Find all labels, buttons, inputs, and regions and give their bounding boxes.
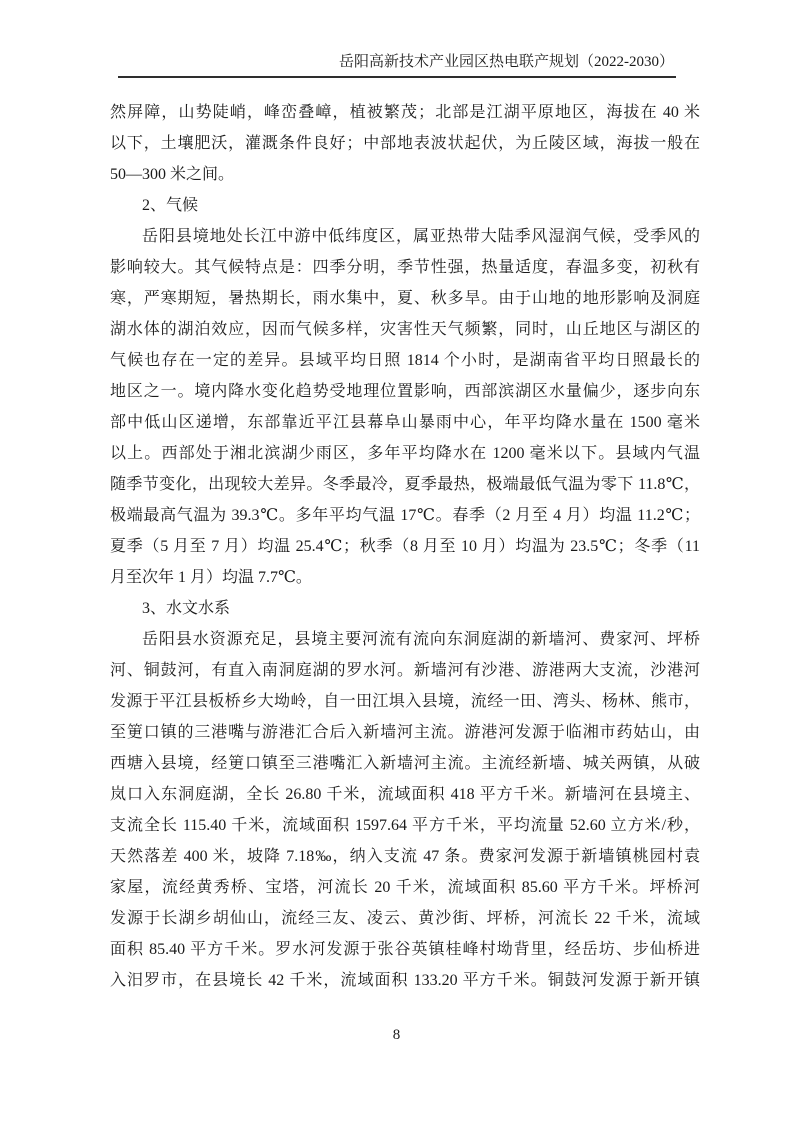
text-line: 夏季（5 月至 7 月）均温 25.4℃；秋季（8 月至 10 月）均温为 23.5℃；冬季（11 (110, 538, 700, 555)
text-line: 家屋，流经黄秀桥、宝塔，河流长 20 千米，流域面积 85.60 平方千米。坪桥河 (110, 879, 700, 896)
page-footer (0, 1024, 793, 1046)
text-line: 然屏障，山势陡峭，峰峦叠嶂，植被繁茂；北部是江湖平原地区，海拔在 40 米 (110, 104, 700, 121)
text-line: 影响较大。其气候特点是：四季分明，季节性强，热量适度，春温多变，初秋有 (110, 259, 700, 276)
text-line: 面积 85.40 平方千米。罗水河发源于张谷英镇桂峰村坳背里，经岳坊、步仙桥进 (110, 941, 700, 958)
text-line: 岳阳县水资源充足，县境主要河流有流向东洞庭湖的新墙河、费家河、坪桥 (142, 631, 700, 648)
text-line: 西塘入县境，经筻口镇至三港嘴汇入新墙河主流。主流经新墙、城关两镇，从破 (110, 755, 700, 772)
section-heading: 3、水文水系 (142, 600, 231, 617)
text-line: 天然落差 400 米，坡降 7.18‰，纳入支流 47 条。费家河发源于新墙镇桃园村袁 (110, 848, 700, 865)
header-rule (118, 76, 676, 78)
text-line: 岳阳县境地处长江中游中低纬度区，属亚热带大陆季风湿润气候，受季风的 (142, 228, 700, 245)
text-line: 随季节变化，出现较大差异。冬季最冷，夏季最热，极端最低气温为零下 11.8℃， (110, 476, 700, 493)
page-header-title: 岳阳高新技术产业园区热电联产规划（2022-2030） (339, 54, 674, 70)
text-line: 岚口入东洞庭湖，全长 26.80 千米，流域面积 418 平方千米。新墙河在县境主、 (110, 786, 700, 803)
text-line: 入汨罗市，在县境长 42 千米，流域面积 133.20 平方千米。铜鼓河发源于新开镇 (110, 972, 700, 989)
text-line: 部中低山区递增，东部靠近平江县幕阜山暴雨中心，年平均降水量在 1500 毫米 (110, 414, 700, 431)
document-body (110, 97, 700, 996)
text-line: 气候也存在一定的差异。县域平均日照 1814 个小时，是湖南省平均日照最长的 (110, 352, 700, 369)
text-line: 发源于长湖乡胡仙山，流经三友、凌云、黄沙街、坪桥，河流长 22 千米，流域 (110, 910, 700, 927)
text-line: 湖水体的湖泊效应，因而气候多样，灾害性天气频繁，同时，山丘地区与湖区的 (110, 321, 700, 338)
text-line: 月至次年 1 月）均温 7.7℃。 (110, 569, 312, 586)
text-line: 发源于平江县板桥乡大坳岭，自一田江埧入县境，流经一田、湾头、杨林、熊市， (110, 693, 700, 710)
text-line: 地区之一。境内降水变化趋势受地理位置影响，西部滨湖区水量偏少，逐步向东 (110, 383, 700, 400)
text-line: 至筻口镇的三港嘴与游港汇合后入新墙河主流。游港河发源于临湘市药姑山，由 (110, 724, 700, 741)
text-line: 寒，严寒期短，暑热期长，雨水集中，夏、秋多旱。由于山地的地形影响及洞庭 (110, 290, 700, 307)
text-line: 以下，土壤肥沃，灌溉条件良好；中部地表波状起伏，为丘陵区域，海拔一般在 (110, 135, 700, 152)
text-line: 极端最高气温为 39.3℃。多年平均气温 17℃。春季（2 月至 4 月）均温 11.2℃； (110, 507, 700, 524)
text-line: 支流全长 115.40 千米，流域面积 1597.64 平方千米，平均流量 52.60 立方米/秒， (110, 817, 700, 834)
page-number: 8 (392, 1027, 401, 1043)
text-line: 以上。西部处于湘北滨湖少雨区，多年平均降水在 1200 毫米以下。县域内气温 (110, 445, 700, 462)
section-heading: 2、气候 (142, 197, 199, 214)
text-line: 河、铜鼓河，有直入南洞庭湖的罗水河。新墙河有沙港、游港两大支流，沙港河 (110, 662, 700, 679)
text-line: 50—300 米之间。 (110, 166, 235, 183)
